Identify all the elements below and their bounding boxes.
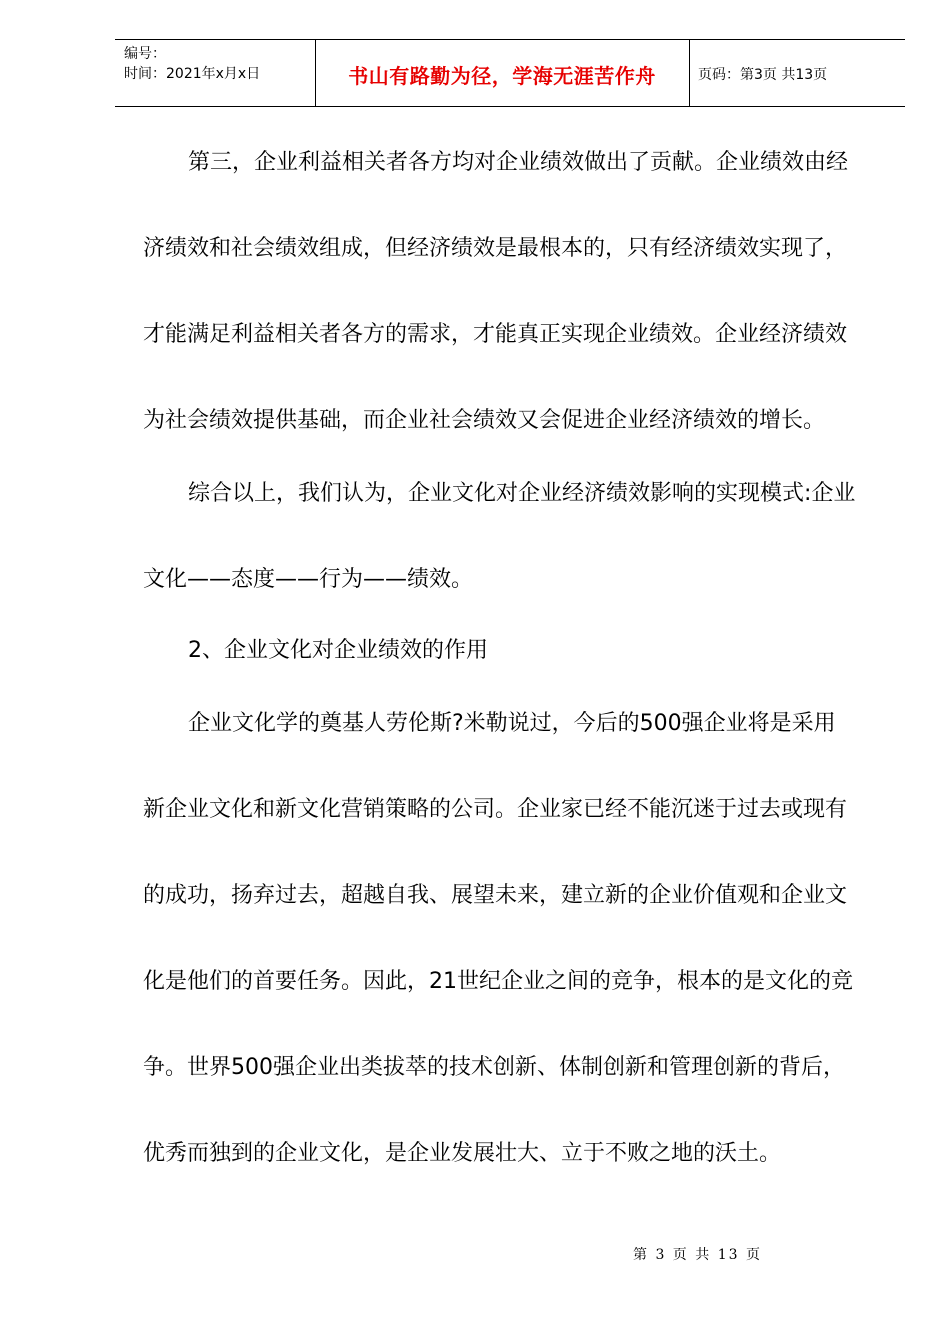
- body-line: 文化——态度——行为——绩效。: [143, 567, 474, 592]
- header-page-info: 页码：第3页 共13页: [698, 67, 828, 83]
- body-line: 企业文化学的奠基人劳伦斯?米勒说过，今后的500强企业将是采用: [188, 711, 836, 736]
- body-line: 济绩效和社会绩效组成，但经济绩效是最根本的，只有经济绩效实现了，: [143, 236, 848, 261]
- header-meta: [124, 44, 260, 84]
- body-line: 为社会绩效提供基础，而企业社会绩效又会促进企业经济绩效的增长。: [143, 408, 826, 433]
- body-line: 的成功，扬弃过去，超越自我、展望未来，建立新的企业价值观和企业文: [143, 883, 848, 908]
- header-divider: [689, 40, 690, 106]
- body-line: 新企业文化和新文化营销策略的公司。企业家已经不能沉迷于过去或现有: [143, 797, 848, 822]
- section-heading: 2、企业文化对企业绩效的作用: [188, 638, 488, 663]
- page-header: [115, 39, 905, 107]
- header-motto: 书山有路勤为径，学海无涯苦作舟: [348, 63, 656, 88]
- body-line: 综合以上，我们认为，企业文化对企业经济绩效影响的实现模式:企业: [188, 481, 856, 506]
- footer-page-number: 第 3 页 共 13 页: [633, 1247, 762, 1263]
- body-line: 优秀而独到的企业文化，是企业发展壮大、立于不败之地的沃土。: [143, 1141, 782, 1166]
- body-line: 第三，企业利益相关者各方均对企业绩效做出了贡献。企业绩效由经: [188, 150, 849, 175]
- document-number-label: 编号：: [124, 46, 166, 62]
- body-line: 争。世界500强企业出类拔萃的技术创新、体制创新和管理创新的背后，: [143, 1055, 845, 1080]
- body-line: 才能满足利益相关者各方的需求，才能真正实现企业绩效。企业经济绩效: [143, 322, 848, 347]
- document-time-label: 时间：2021年x月x日: [124, 66, 261, 82]
- body-line: 化是他们的首要任务。因此，21世纪企业之间的竞争，根本的是文化的竞: [143, 969, 853, 994]
